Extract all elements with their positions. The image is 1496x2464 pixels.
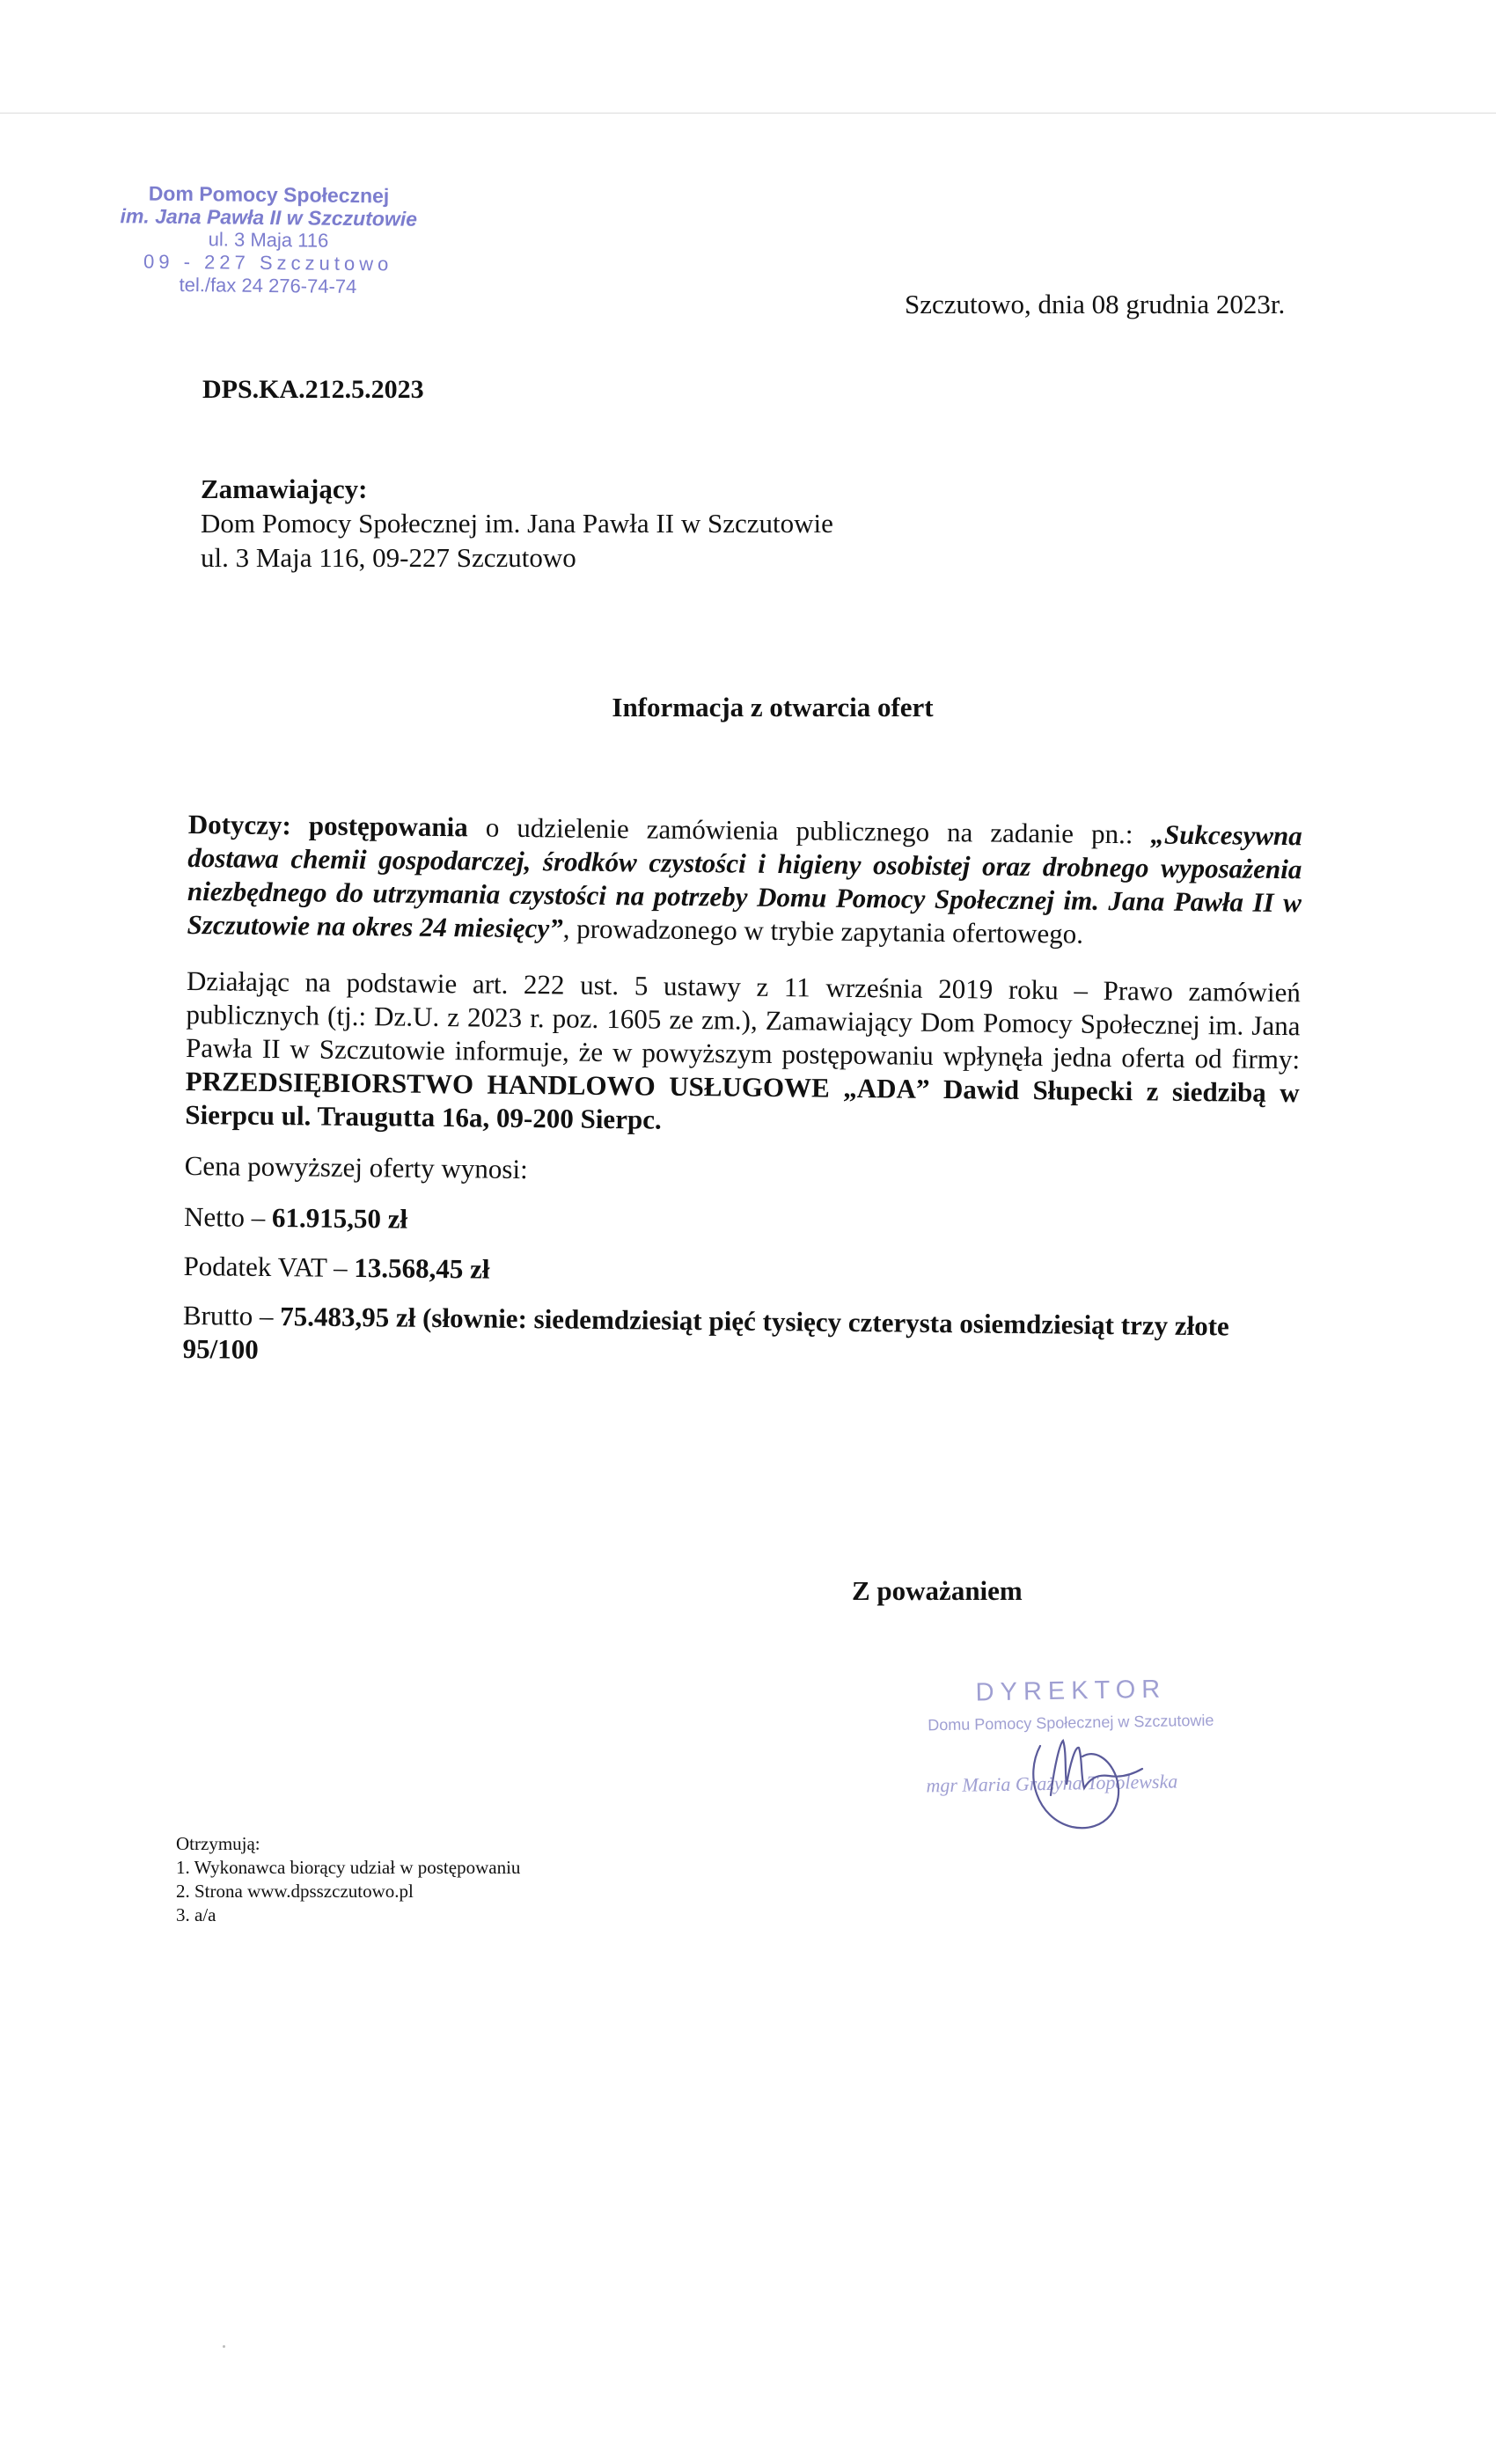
vat-amount-line: [183, 1250, 1297, 1294]
recipients-label: Otrzymują:: [176, 1833, 260, 1854]
client-address: ul. 3 Maja 116, 09-227 Szczutowo: [201, 542, 576, 573]
reference-number: DPS.KA.212.5.2023: [202, 375, 424, 404]
place-and-date: Szczutowo, dnia 08 grudnia 2023r.: [905, 289, 1286, 319]
regarding-text-before: o udzielenie zamówienia publicznego na zadanie pn.:: [467, 811, 1151, 850]
gross-amount-line: [182, 1299, 1297, 1377]
recipient-item: 1. Wykonawca biorący udział w postępowaniu: [176, 1857, 521, 1878]
task-name: „Sukcesywna dostawa chemii gospodarczej, środków czystości i higieny osobistej oraz drobnego wyposażenia niezbędnego do utrzymania czystości na potrzeby Domu Pomocy Społecznej im. Jana Pawła II w Szczutowie na okres 24 miesięcy”: [187, 818, 1302, 944]
client-block: [201, 472, 833, 575]
regarding-label: Dotyczy: postępowania: [187, 808, 468, 843]
scan-top-margin: [0, 0, 1496, 114]
document-body: [182, 808, 1302, 1393]
director-name: mgr Maria Grażyna Topolewska: [926, 1770, 1178, 1797]
legal-basis-paragraph: [185, 964, 1301, 1143]
bidder-company: PRZEDSIĘBIORSTWO HANDLOWO USŁUGOWE „ADA” Dawid Słupecki z siedzibą w Sierpcu ul. Traugutta 16a, 09-200 Sierpc.: [185, 1065, 1300, 1135]
stamp-line-2: im. Jana Pawła II w Szczutowie: [120, 204, 418, 231]
vat-value: 13.568,45 zł: [354, 1252, 490, 1285]
gross-value: 75.483,95 zł (słownie: siedemdziesiąt pięć tysięcy czterysta osiemdziesiąt trzy złote 95/100: [182, 1301, 1229, 1365]
recipient-item: 2. Strona www.dpsszczutowo.pl: [176, 1881, 414, 1902]
director-organization: Domu Pomocy Społecznej w Szczutowie: [928, 1711, 1214, 1734]
client-name: Dom Pomocy Społecznej im. Jana Pawła II w Szczutowie: [201, 508, 833, 539]
scan-speck: [223, 2345, 225, 2348]
recipients-list: [176, 1832, 520, 1927]
price-intro: Cena powyższej oferty wynosi:: [184, 1149, 528, 1185]
net-value: 61.915,50 zł: [271, 1202, 408, 1235]
stamp-line-4: 09 - 227 Szczutowo: [143, 250, 393, 275]
vat-label: Podatek VAT –: [183, 1250, 355, 1283]
recipient-item: 3. a/a: [176, 1904, 216, 1925]
institution-stamp: [96, 181, 440, 299]
client-label: Zamawiający:: [201, 473, 368, 504]
stamp-line-1: Dom Pomocy Społecznej: [148, 181, 390, 208]
director-title: DYREKTOR: [975, 1675, 1167, 1707]
gross-label: Brutto –: [182, 1299, 281, 1332]
legal-basis-text: Działając na podstawie art. 222 ust. 5 ustawy z 11 września 2019 roku – Prawo zamówień publicznych (tj.: Dz.U. z 2023 r. poz. 1605 ze zm.), Zamawiający Dom Pomocy Społecznej im. Jana Pawła II w Szczutowie informuje, że w powyższym postępowaniu wpłynęła jedna oferta od firmy:: [185, 964, 1302, 1075]
stamp-line-3: ul. 3 Maja 116: [208, 228, 329, 252]
handwritten-signature: [1021, 1714, 1153, 1837]
regarding-paragraph: [187, 808, 1302, 953]
document-title: Informacja z otwarcia ofert: [612, 692, 934, 722]
stamp-line-5: tel./fax 24 276-74-74: [179, 273, 357, 298]
net-amount-line: [184, 1200, 1298, 1245]
regarding-text-after: , prowadzonego w trybie zapytania ofertowego.: [562, 913, 1084, 950]
closing-salutation: Z poważaniem: [852, 1575, 1023, 1606]
net-label: Netto –: [183, 1200, 273, 1234]
